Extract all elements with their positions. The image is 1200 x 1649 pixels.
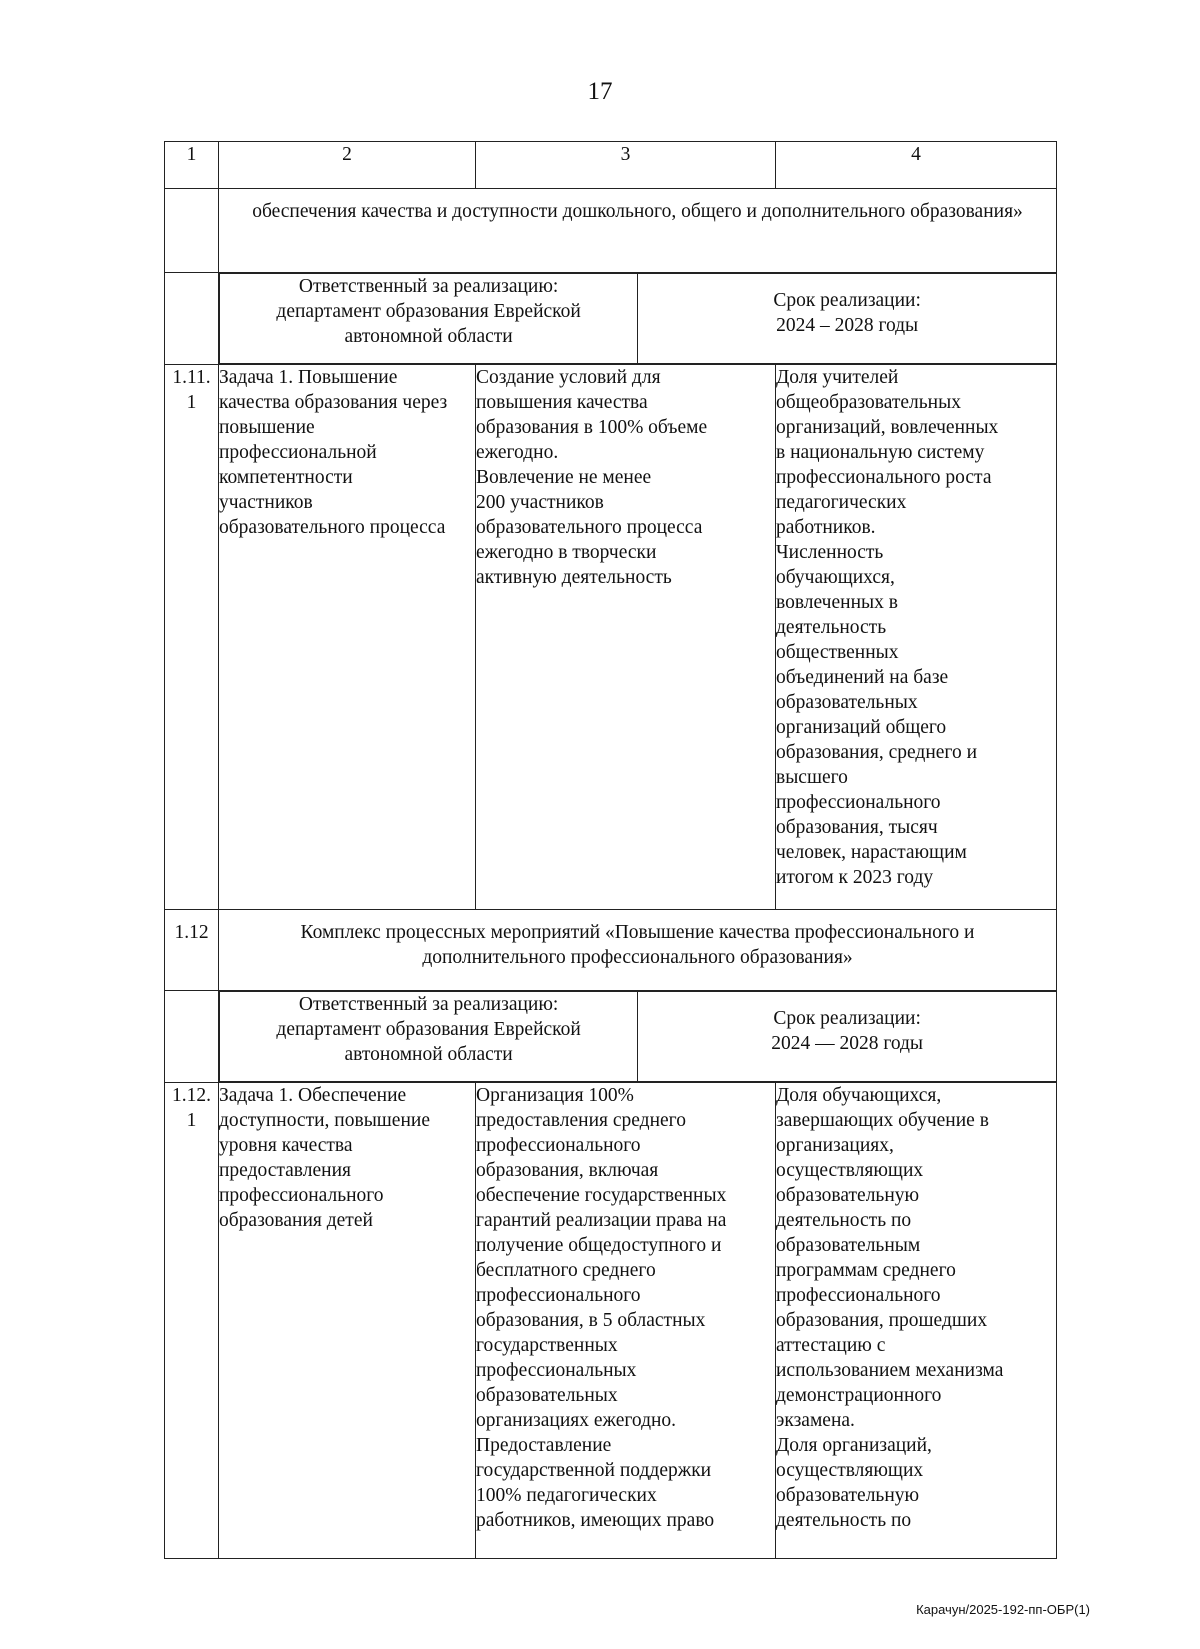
indicator-cell: Доля учителей общеобразовательных организаций, вовлеченных в национальную систему профессионального роста педагогических работников. Численность обучающихся, вовлеченных в деятельность общественных объединений на базе образовательных организаций общего образования, среднего и высшего профессионального образования, тысяч человек, нарастающим итогом к 2023 году bbox=[776, 365, 1057, 910]
task-cell: Задача 1. Обеспечение доступности, повышение уровня качества предоставления профессионального образования детей bbox=[219, 1083, 476, 1559]
term-cell: Срок реализации: 2024 – 2028 годы bbox=[638, 274, 1056, 364]
effect-cell: Создание условий для повышения качества образования в 100% объеме ежегодно. Вовлечение не менее 200 участников образовательного процесса ежегодно в творчески активную деятельность bbox=[476, 365, 776, 910]
section-continuation-title: обеспечения качества и доступности дошкольного, общего и дополнительного образования» bbox=[219, 189, 1057, 273]
empty-num-cell bbox=[165, 273, 219, 365]
section-title: Комплекс процессных мероприятий «Повышение качества профессионального и дополнительного профессионального образования» bbox=[219, 910, 1057, 991]
table-row bbox=[165, 1083, 1057, 1559]
responsible-cell: Ответственный за реализацию: департамент образования Еврейской автономной области bbox=[220, 992, 638, 1082]
responsible-term-row bbox=[165, 273, 1057, 365]
section-number: 1.12 bbox=[165, 910, 219, 991]
column-number-row bbox=[165, 142, 1057, 189]
section-continuation-row bbox=[165, 189, 1057, 273]
program-table bbox=[164, 141, 1057, 1559]
indicator-cell: Доля обучающихся, завершающих обучение в организациях, осуществляющих образовательную деятельность по образовательным программам среднего профессионального образования, прошедших аттестацию с использованием механизма демонстрационного экзамена. Доля организаций, осуществляющих образовательную деятельность по bbox=[776, 1083, 1057, 1559]
page-number: 17 bbox=[587, 78, 613, 105]
empty-num-cell bbox=[165, 991, 219, 1083]
term-cell: Срок реализации: 2024 — 2028 годы bbox=[638, 992, 1056, 1082]
document-code: Карачун/2025-192-пп-ОБР(1) bbox=[916, 1602, 1090, 1617]
col-4-header: 4 bbox=[776, 142, 1057, 189]
table-row bbox=[165, 365, 1057, 910]
effect-cell: Организация 100% предоставления среднего профессионального образования, включая обеспечение государственных гарантий реализации права на получение общедоступного и бесплатного среднего профессионального образования, в 5 областных государственных профессиональных образовательных организациях ежегодно. Предоставление государственной поддержки 100% педагогических работников, имеющих право bbox=[476, 1083, 776, 1559]
row-number: 1.11. 1 bbox=[165, 365, 219, 910]
section-header-row bbox=[165, 910, 1057, 991]
responsible-term-row bbox=[165, 991, 1057, 1083]
col-3-header: 3 bbox=[476, 142, 776, 189]
row-number: 1.12. 1 bbox=[165, 1083, 219, 1559]
responsible-cell: Ответственный за реализацию: департамент образования Еврейской автономной области bbox=[220, 274, 638, 364]
task-cell: Задача 1. Повышение качества образования через повышение профессиональной компетентности участников образовательного процесса bbox=[219, 365, 476, 910]
col-1-header: 1 bbox=[165, 142, 219, 189]
col-2-header: 2 bbox=[219, 142, 476, 189]
empty-num-cell bbox=[165, 189, 219, 273]
